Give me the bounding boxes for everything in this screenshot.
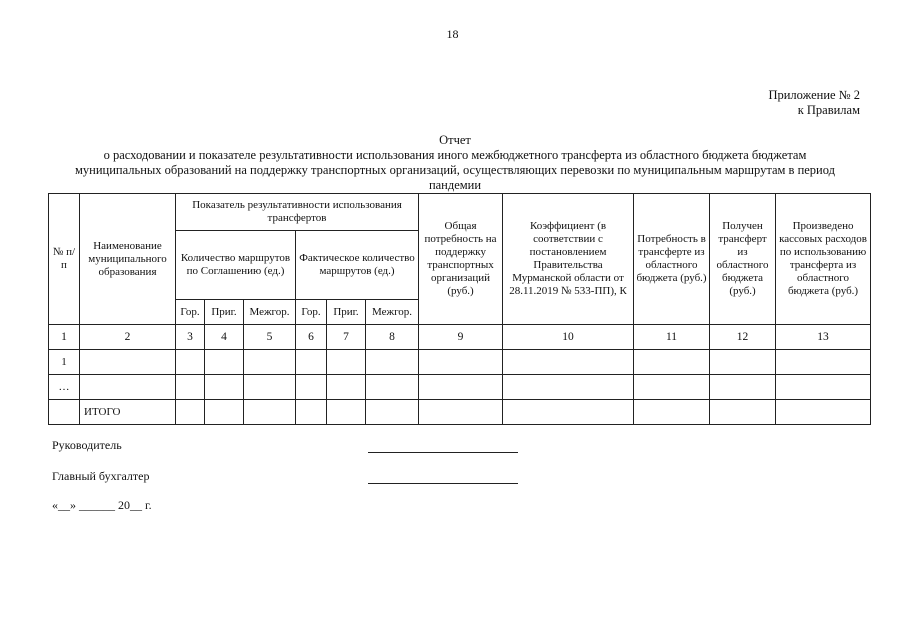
- column-number: 10: [503, 325, 634, 350]
- header-total-need: Общая потребность на поддержку транспортных организаций (руб.): [419, 194, 503, 325]
- signature-accountant-label: Главный бухгалтер: [52, 469, 150, 483]
- header-prig-actual: Приг.: [327, 300, 366, 325]
- empty-cell: [634, 350, 710, 375]
- empty-cell: [419, 375, 503, 400]
- signature-accountant-line: [368, 483, 518, 484]
- empty-cell: [327, 350, 366, 375]
- column-number: 8: [366, 325, 419, 350]
- table-row: [49, 375, 871, 400]
- header-gor-agreement: Гор.: [176, 300, 205, 325]
- column-number: 11: [634, 325, 710, 350]
- empty-cell: [176, 350, 205, 375]
- report-title-line-1: о расходовании и показателе результативности использования иного межбюджетного трансферта из областного бюджета бюджетам: [103, 148, 807, 162]
- header-mezhgor-agreement: Межгор.: [244, 300, 296, 325]
- header-num: № п/п: [49, 194, 80, 325]
- row-name-cell: [80, 375, 176, 400]
- report-title: [40, 133, 870, 193]
- header-routes-actual: Фактическое количество маршрутов (ед.): [296, 231, 419, 300]
- date-field: «__» ______ 20__ г.: [52, 498, 152, 512]
- table-row-total: [49, 400, 871, 425]
- header-municipality: Наименование муниципального образования: [80, 194, 176, 325]
- empty-cell: [634, 400, 710, 425]
- annex-line-1: Приложение № 2: [768, 88, 860, 102]
- empty-cell: [176, 375, 205, 400]
- empty-cell: [503, 375, 634, 400]
- empty-cell: [419, 350, 503, 375]
- report-table: [48, 193, 871, 425]
- table-row: [49, 350, 871, 375]
- report-title-line-2: муниципальных образований на поддержку транспортных организаций, осуществляющих перевозки по муниципальным маршрутам в период: [75, 163, 835, 177]
- empty-cell: [776, 400, 871, 425]
- signature-head-label: Руководитель: [52, 438, 122, 452]
- page-number: 18: [446, 27, 459, 41]
- empty-cell: [205, 350, 244, 375]
- header-coefficient: Коэффициент (в соответствии с постановлением Правительства Мурманской области от 28.11.2019 № 533-ПП), К: [503, 194, 634, 325]
- column-number: 12: [710, 325, 776, 350]
- column-number: 4: [205, 325, 244, 350]
- header-routes-agreement: Количество маршрутов по Соглашению (ед.): [176, 231, 296, 300]
- empty-cell: [710, 350, 776, 375]
- empty-cell: [296, 400, 327, 425]
- empty-cell: [634, 375, 710, 400]
- empty-cell: [244, 350, 296, 375]
- report-title-line-3: пандемии: [428, 178, 482, 192]
- header-indicator-group: Показатель результативности использования трансфертов: [176, 194, 419, 231]
- column-number: 7: [327, 325, 366, 350]
- signature-head-line: [368, 452, 518, 453]
- annex-reference: [768, 88, 860, 118]
- annex-line-2: к Правилам: [797, 103, 860, 117]
- empty-cell: [366, 375, 419, 400]
- empty-cell: [503, 350, 634, 375]
- empty-cell: [205, 375, 244, 400]
- header-received: Получен трансферт из областного бюджета (руб.): [710, 194, 776, 325]
- column-number: 3: [176, 325, 205, 350]
- row-num-cell: [49, 400, 80, 425]
- header-spent: Произведено кассовых расходов по использованию трансферта из областного бюджета (руб.): [776, 194, 871, 325]
- empty-cell: [366, 400, 419, 425]
- column-number: 1: [49, 325, 80, 350]
- empty-cell: [776, 350, 871, 375]
- column-number: 6: [296, 325, 327, 350]
- empty-cell: [296, 350, 327, 375]
- empty-cell: [327, 375, 366, 400]
- empty-cell: [366, 350, 419, 375]
- empty-cell: [776, 375, 871, 400]
- empty-cell: [710, 375, 776, 400]
- empty-cell: [503, 400, 634, 425]
- column-number: 9: [419, 325, 503, 350]
- row-num-cell: …: [49, 375, 80, 400]
- column-number: 13: [776, 325, 871, 350]
- empty-cell: [327, 400, 366, 425]
- column-number: 2: [80, 325, 176, 350]
- header-prig-agreement: Приг.: [205, 300, 244, 325]
- empty-cell: [244, 375, 296, 400]
- total-label: ИТОГО: [80, 400, 176, 425]
- empty-cell: [176, 400, 205, 425]
- header-mezhgor-actual: Межгор.: [366, 300, 419, 325]
- empty-cell: [710, 400, 776, 425]
- empty-cell: [296, 375, 327, 400]
- row-name-cell: [80, 350, 176, 375]
- header-gor-actual: Гор.: [296, 300, 327, 325]
- column-number-row: [49, 325, 871, 350]
- header-need-transfer: Потребность в трансферте из областного бюджета (руб.): [634, 194, 710, 325]
- report-heading: Отчет: [439, 133, 471, 147]
- empty-cell: [205, 400, 244, 425]
- empty-cell: [419, 400, 503, 425]
- column-number: 5: [244, 325, 296, 350]
- row-num-cell: 1: [49, 350, 80, 375]
- empty-cell: [244, 400, 296, 425]
